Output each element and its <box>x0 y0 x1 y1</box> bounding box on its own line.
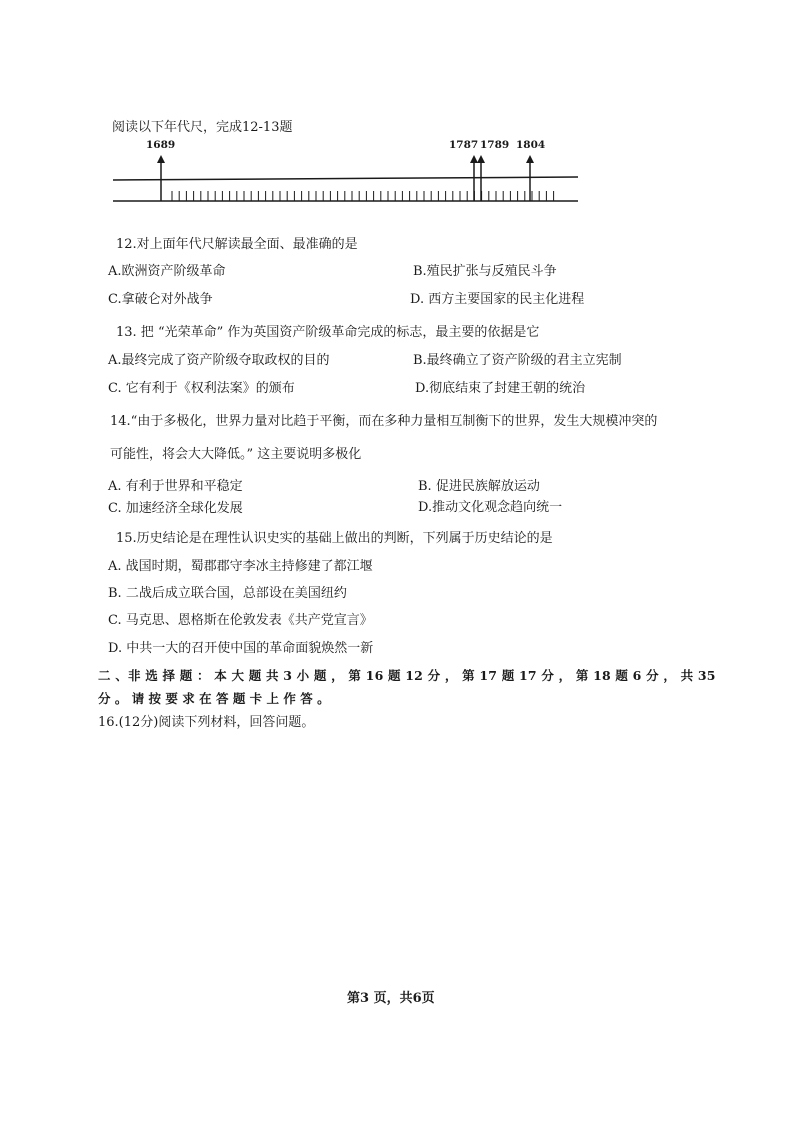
q14-stem-line1: 14.“由于多极化，世界力量对比趋于平衡，而在多种力量相互制衡下的世界，发生大规模冲突的 <box>110 414 658 429</box>
q15-stem: 15.历史结论是在理性认识史实的基础上做出的判断，下列属于历史结论的是 <box>116 531 553 546</box>
q12-option-a: A.欧洲资产阶级革命 <box>108 264 226 279</box>
q14-option-a: A. 有利于世界和平稳定 <box>108 479 243 494</box>
q14-stem-line2: 可能性，将会大大降低。” 这主要说明多极化 <box>110 447 362 462</box>
q12-option-b: B.殖民扩张与反殖民斗争 <box>413 264 557 279</box>
timeline-year-1804: 1804 <box>516 139 546 151</box>
q12-option-d: D. 西方主要国家的民主化进程 <box>410 292 585 307</box>
q13-option-c: C. 它有利于《权利法案》的颁布 <box>108 381 295 396</box>
timeline-top-line <box>113 177 578 180</box>
q16-stem: 16.(12分)阅读下列材料，回答问题。 <box>98 715 315 730</box>
section2-heading-line2: 分 。 请 按 要 求 在 答 题 卡 上 作 答 。 <box>98 691 330 706</box>
timeline-year-1787: 1787 <box>449 139 479 151</box>
intro-text: 阅读以下年代尺，完成12-13题 <box>112 120 293 135</box>
q15-option-b: B. 二战后成立联合国，总部设在美国纽约 <box>108 586 347 601</box>
timeline-ruler <box>0 0 793 220</box>
page-number-footer: 第3 页，共6页 <box>347 991 435 1006</box>
timeline-arrowhead-1689 <box>157 155 165 163</box>
q15-option-a: A. 战国时期，蜀郡郡守李冰主持修建了都江堰 <box>108 559 373 574</box>
q15-option-d: D. 中共一大的召开使中国的革命面貌焕然一新 <box>108 641 374 656</box>
q13-option-a: A.最终完成了资产阶级夺取政权的目的 <box>108 353 330 368</box>
q13-option-b: B.最终确立了资产阶级的君主立宪制 <box>413 353 622 368</box>
q14-option-c: C. 加速经济全球化发展 <box>108 501 243 516</box>
q12-option-c: C.拿破仑对外战争 <box>108 292 213 307</box>
q13-stem: 13. 把 “光荣革命” 作为英国资产阶级革命完成的标志，最主要的依据是它 <box>116 325 540 340</box>
section2-heading-line1: 二 、非 选 择 题 ： 本 大 题 共 3 小 题 ， 第 16 题 12 分 ， 第 17 题 17 分 ， 第 18 题 6 分 ， 共 35 <box>98 668 716 683</box>
timeline-arrowhead-1789 <box>477 155 485 163</box>
q14-option-b: B. 促进民族解放运动 <box>418 479 540 494</box>
q12-stem: 12.对上面年代尺解读最全面、最准确的是 <box>116 237 358 252</box>
q13-option-d: D.彻底结束了封建王朝的统治 <box>415 381 586 396</box>
q14-option-d: D.推动文化观念趋向统一 <box>418 500 563 515</box>
q15-option-c: C. 马克思、恩格斯在伦敦发表《共产党宣言》 <box>108 613 373 628</box>
timeline-year-1689: 1689 <box>146 139 176 151</box>
timeline-arrowhead-1787 <box>470 155 478 163</box>
timeline-year-1789: 1789 <box>480 139 510 151</box>
timeline-arrowhead-1804 <box>526 155 534 163</box>
